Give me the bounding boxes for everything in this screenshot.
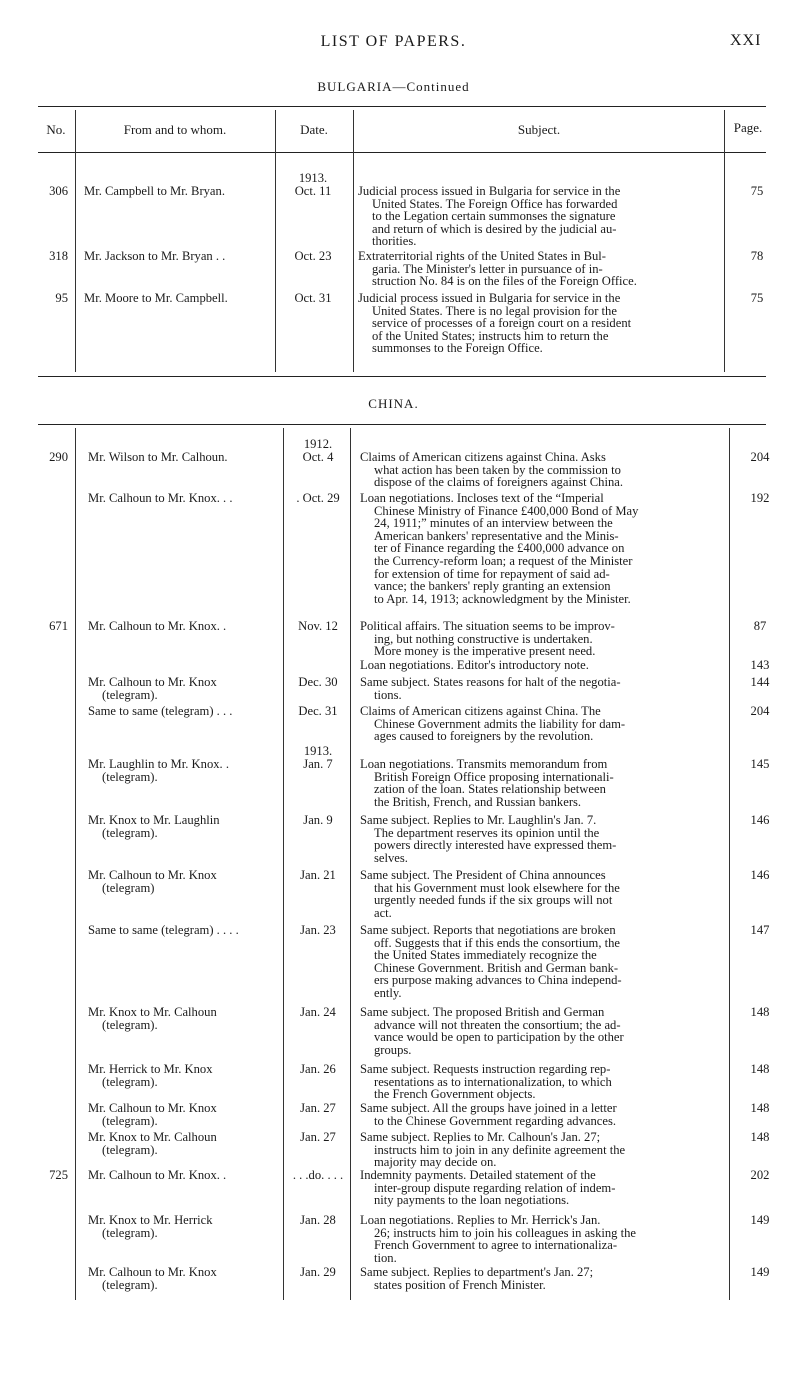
subject-line: vance would be open to participation by the other (374, 1030, 624, 1045)
subject-cell (360, 659, 720, 672)
document-number: 725 (49, 1168, 68, 1182)
from-to-cell (88, 705, 278, 718)
subject-line: Judicial process issued in Bulgaria for service in the (358, 184, 621, 198)
column-header-date: Date. (300, 122, 328, 137)
subject-cell (360, 1169, 720, 1207)
correspondents: Same to same (telegram) . . . (88, 704, 233, 718)
from-to-cell (88, 492, 278, 505)
column-divider (75, 428, 76, 1300)
column-divider (75, 110, 76, 372)
from-to-cell (88, 1063, 278, 1088)
correspondence-type: (telegram). (102, 687, 158, 702)
subject-cell (360, 676, 720, 701)
subject-line: British Foreign Office proposing internationali- (374, 769, 614, 784)
date-day: . . .do. . . . (292, 1168, 344, 1182)
subject-line: service of processes of a foreign court on a resident (372, 316, 632, 331)
subject-line: Political affairs. The situation seems to be improv- (360, 619, 615, 633)
subject-line: and return of which is desired by the judicial au- (372, 221, 617, 236)
page-reference: 204 (750, 704, 770, 718)
date-cell (285, 705, 351, 718)
correspondents: Mr. Jackson to Mr. Bryan . . (84, 249, 226, 263)
subject-line: the British, French, and Russian bankers. (374, 794, 582, 809)
subject-line: of the United States; instructs him to return the (372, 328, 609, 343)
subject-line: the Currency-reform loan; a request of the Minister (374, 553, 633, 568)
subject-cell (360, 814, 720, 864)
subject-line: ages caused to foreigners by the revolution. (374, 729, 594, 744)
date-day: Nov. 12 (298, 619, 338, 633)
subject-cell (360, 869, 720, 919)
correspondents: Mr. Calhoun to Mr. Knox (88, 1101, 217, 1115)
subject-line: urgently needed funds if the six groups will not (374, 893, 613, 908)
subject-line: thorities. (372, 234, 417, 249)
subject-line: Same subject. Replies to department's Jan. 27; (360, 1265, 594, 1279)
date-cell (285, 745, 351, 770)
subject-cell (360, 1131, 720, 1169)
date-day: Oct. 11 (294, 183, 332, 198)
page-reference: 148 (750, 1062, 770, 1076)
page-reference: 149 (750, 1265, 770, 1279)
page-reference: 202 (750, 1168, 770, 1182)
subject-line: resentations as to internationalization, to which (374, 1074, 612, 1089)
subject-cell (360, 1102, 720, 1127)
date-cell (285, 1214, 351, 1227)
subject-line: 24, 1911;” minutes of an interview between the (374, 516, 613, 531)
correspondence-type: (telegram). (102, 1142, 158, 1157)
subject-line: advance will not threaten the consortium; the ad- (374, 1017, 621, 1032)
table-top-rule (38, 424, 766, 425)
subject-line: Judicial process issued in Bulgaria for service in the (358, 291, 621, 305)
date-day: Jan. 21 (300, 868, 336, 882)
date-cell (285, 620, 351, 633)
subject-line: dispose of the claims of foreigners against China. (374, 475, 624, 490)
correspondents: Mr. Campbell to Mr. Bryan. (84, 184, 225, 198)
from-to-cell (88, 451, 278, 464)
correspondents: Mr. Calhoun to Mr. Knox (88, 1265, 217, 1279)
subject-line: nity payments to the loan negotiations. (374, 1193, 570, 1208)
date-year: 1912. (303, 437, 333, 451)
subject-line: More money is the imperative present need. (374, 644, 596, 659)
subject-line: for extension of time for repayment of said ad- (374, 566, 610, 581)
date-day: Jan. 26 (300, 1062, 336, 1076)
date-cell (280, 292, 346, 305)
subject-line: selves. (374, 850, 408, 865)
date-day: Jan. 24 (300, 1005, 336, 1019)
correspondents: Same to same (telegram) . . . . (88, 923, 239, 937)
correspondence-type: (telegram). (102, 1074, 158, 1089)
date-day: Dec. 31 (298, 704, 338, 718)
subject-line: Loan negotiations. Transmits memorandum from (360, 757, 608, 771)
subject-cell (360, 1063, 720, 1101)
subject-line: summonses to the Foreign Office. (372, 341, 543, 356)
correspondence-type: (telegram). (102, 825, 158, 840)
column-divider (283, 428, 284, 1300)
subject-line: struction No. 84 is on the files of the Foreign Office. (372, 274, 637, 289)
correspondents: Mr. Calhoun to Mr. Knox. . (88, 1168, 227, 1182)
subject-line: Claims of American citizens against China. Asks (360, 450, 606, 464)
date-day: Dec. 30 (298, 675, 338, 689)
subject-line: Same subject. The proposed British and German (360, 1005, 605, 1019)
subject-line: ently. (374, 985, 402, 1000)
column-divider (275, 110, 276, 372)
page-reference: 149 (750, 1213, 770, 1227)
subject-cell (360, 451, 720, 489)
subject-line: Chinese Government admits the liability for dam- (374, 716, 626, 731)
date-year: 1913. (303, 744, 333, 758)
subject-line: Extraterritorial rights of the United States in Bul- (358, 249, 606, 263)
subject-line: Claims of American citizens against China. The (360, 704, 601, 718)
subject-line: French Government to agree to internationaliza- (374, 1238, 618, 1253)
column-divider (724, 110, 725, 372)
subject-cell (360, 705, 720, 743)
correspondents: Mr. Knox to Mr. Herrick (88, 1213, 213, 1227)
correspondents: Mr. Herrick to Mr. Knox (88, 1062, 213, 1076)
subject-cell (358, 292, 718, 355)
correspondence-type: (telegram). (102, 1277, 158, 1292)
subject-line: United States. There is no legal provision for the (372, 303, 617, 318)
page-reference: 147 (750, 923, 770, 937)
correspondents: Mr. Calhoun to Mr. Knox (88, 675, 217, 689)
subject-cell (360, 1266, 720, 1291)
date-day: Jan. 23 (300, 923, 336, 937)
document-number: 95 (55, 291, 68, 305)
subject-line: states position of French Minister. (374, 1277, 546, 1292)
date-day: Jan. 27 (300, 1130, 336, 1144)
from-to-cell (84, 250, 274, 263)
page-reference: 87 (753, 619, 767, 633)
subject-line: vance; the bankers' reply granting an extension (374, 579, 611, 594)
correspondents: Mr. Knox to Mr. Laughlin (88, 813, 220, 827)
page-reference: 192 (750, 491, 770, 505)
subject-cell (360, 492, 720, 605)
subject-line: American bankers' representative and the Minis- (374, 528, 619, 543)
date-cell (285, 814, 351, 827)
page-reference: 145 (750, 757, 770, 771)
subject-line: tions. (374, 687, 402, 702)
subject-line: Same subject. States reasons for halt of the negotia- (360, 675, 621, 689)
date-cell (285, 1169, 351, 1182)
subject-line: the United States immediately recognize the (374, 948, 597, 963)
subject-line: majority may decide on. (374, 1155, 497, 1170)
subject-line: ter of Finance regarding the £400,000 advance on (374, 541, 625, 556)
page-reference: 148 (750, 1005, 770, 1019)
correspondence-type: (telegram) (102, 880, 155, 895)
subject-line: 26; instructs him to join his colleagues in asking the (374, 1225, 636, 1240)
date-day: Oct. 31 (294, 291, 332, 305)
subject-line: zation of the loan. States relationship between (374, 782, 606, 797)
column-header-page: Page. (733, 120, 763, 135)
from-to-cell (88, 1214, 278, 1239)
from-to-cell (88, 1102, 278, 1127)
date-cell (285, 924, 351, 937)
subject-line: The department reserves its opinion until the (374, 825, 600, 840)
subject-line: Same subject. Reports that negotiations are broken (360, 923, 616, 937)
subject-cell (360, 1214, 720, 1264)
subject-line: Indemnity payments. Detailed statement of the (360, 1168, 596, 1182)
page-reference: 144 (750, 675, 770, 689)
from-to-cell (88, 1169, 278, 1182)
correspondence-type: (telegram). (102, 1225, 158, 1240)
subject-line: Chinese Government. British and German bank- (374, 960, 619, 975)
from-to-cell (84, 185, 274, 198)
date-cell (285, 869, 351, 882)
subject-cell (358, 185, 718, 248)
subject-line: ers purpose making advances to China independ- (374, 973, 622, 988)
date-cell (285, 1102, 351, 1115)
page-reference: 148 (750, 1101, 770, 1115)
date-cell (285, 438, 351, 463)
column-divider (353, 110, 354, 372)
correspondence-type: (telegram). (102, 1017, 158, 1032)
correspondents: Mr. Calhoun to Mr. Knox. . . (88, 491, 233, 505)
table-top-rule (38, 106, 766, 107)
page-reference: 75 (750, 184, 764, 198)
page-number: XXI (730, 32, 762, 49)
subject-line: Loan negotiations. Replies to Mr. Herrick's Jan. (360, 1213, 601, 1227)
column-header-no: No. (46, 122, 66, 137)
subject-line: Same subject. All the groups have joined in a letter (360, 1101, 617, 1115)
page-reference: 148 (750, 1130, 770, 1144)
date-cell (280, 250, 346, 263)
from-to-cell (88, 620, 278, 633)
subject-line: Same subject. The President of China announces (360, 868, 606, 882)
date-day: Jan. 28 (300, 1213, 336, 1227)
subject-line: that his Government must look elsewhere for the (374, 880, 620, 895)
subject-line: what action has been taken by the commission to (374, 462, 621, 477)
subject-line: Same subject. Replies to Mr. Calhoun's Jan. 27; (360, 1130, 601, 1144)
subject-line: instructs him to join in any definite agreement the (374, 1142, 626, 1157)
from-to-cell (88, 1266, 278, 1291)
correspondents: Mr. Moore to Mr. Campbell. (84, 291, 228, 305)
document-number: 290 (49, 450, 68, 464)
subject-line: to the Chinese Government regarding advances. (374, 1113, 616, 1128)
date-cell (280, 172, 346, 197)
subject-line: Same subject. Requests instruction regarding rep- (360, 1062, 611, 1076)
from-to-cell (84, 292, 274, 305)
date-day: Jan. 9 (303, 813, 333, 827)
from-to-cell (88, 869, 278, 894)
subject-line: act. (374, 905, 392, 920)
date-cell (285, 1006, 351, 1019)
date-day: . Oct. 29 (296, 491, 340, 505)
document-number: 318 (49, 249, 68, 263)
from-to-cell (88, 814, 278, 839)
subject-line: Chinese Ministry of Finance £400,000 Bond of May (374, 503, 639, 518)
date-day: Jan. 7 (303, 756, 333, 771)
subject-line: United States. The Foreign Office has forwarded (372, 196, 618, 211)
subject-cell (358, 250, 718, 288)
correspondents: Mr. Calhoun to Mr. Knox. . (88, 619, 227, 633)
section-title-china: CHINA. (368, 396, 419, 411)
page-reference: 75 (750, 291, 764, 305)
from-to-cell (88, 1131, 278, 1156)
document-number: 306 (49, 184, 68, 198)
page-reference: 146 (750, 868, 770, 882)
correspondents: Mr. Knox to Mr. Calhoun (88, 1005, 217, 1019)
correspondents: Mr. Laughlin to Mr. Knox. . (88, 757, 229, 771)
subject-line: Loan negotiations. Incloses text of the “Imperial (360, 491, 604, 505)
page-reference: 204 (750, 450, 770, 464)
section-end-rule (38, 376, 766, 377)
running-header-title: LIST OF PAPERS. (320, 33, 467, 50)
subject-cell (360, 620, 720, 658)
document-number: 671 (49, 619, 68, 633)
from-to-cell (88, 758, 278, 783)
date-cell (285, 1063, 351, 1076)
subject-line: inter-group dispute regarding relation of indem- (374, 1180, 616, 1195)
subject-cell (360, 758, 720, 808)
date-day: Oct. 23 (294, 249, 332, 263)
subject-cell (360, 924, 720, 1000)
subject-line: groups. (374, 1042, 412, 1057)
correspondence-type: (telegram). (102, 769, 158, 784)
page-reference: 143 (750, 658, 770, 672)
subject-line: the French Government objects. (374, 1087, 536, 1102)
from-to-cell (88, 1006, 278, 1031)
subject-line: powers directly interested have expressed them- (374, 838, 617, 853)
column-header-subject: Subject. (517, 122, 561, 137)
subject-cell (360, 1006, 720, 1056)
date-year: 1913. (298, 171, 328, 185)
subject-line: ing, but nothing constructive is undertaken. (374, 631, 593, 646)
correspondents: Mr. Knox to Mr. Calhoun (88, 1130, 217, 1144)
date-cell (285, 492, 351, 505)
correspondence-type: (telegram). (102, 1113, 158, 1128)
subject-line: garia. The Minister's letter in pursuance of in- (372, 261, 603, 276)
page-reference: 78 (750, 249, 764, 263)
date-cell (285, 1266, 351, 1279)
from-to-cell (88, 924, 278, 937)
date-day: Jan. 29 (300, 1265, 336, 1279)
column-divider (729, 428, 730, 1300)
subject-line: Loan negotiations. Editor's introductory note. (360, 658, 589, 672)
date-day: Jan. 27 (300, 1101, 336, 1115)
subject-line: to the Legation certain summonses the signature (372, 209, 616, 224)
column-header-from: From and to whom. (123, 122, 227, 137)
subject-line: off. Suggests that if this ends the consortium, the (374, 935, 621, 950)
section-title-bulgaria: BULGARIA—Continued (317, 79, 470, 94)
date-cell (285, 676, 351, 689)
subject-line: Same subject. Replies to Mr. Laughlin's Jan. 7. (360, 813, 597, 827)
page-reference: 146 (750, 813, 770, 827)
date-day: Oct. 4 (302, 449, 334, 464)
date-cell (285, 1131, 351, 1144)
correspondents: Mr. Calhoun to Mr. Knox (88, 868, 217, 882)
correspondents: Mr. Wilson to Mr. Calhoun. (88, 450, 228, 464)
subject-line: tion. (374, 1250, 397, 1265)
subject-line: to Apr. 14, 1913; acknowledgment by the Minister. (374, 591, 631, 606)
header-bottom-rule (38, 152, 766, 153)
from-to-cell (88, 676, 278, 701)
